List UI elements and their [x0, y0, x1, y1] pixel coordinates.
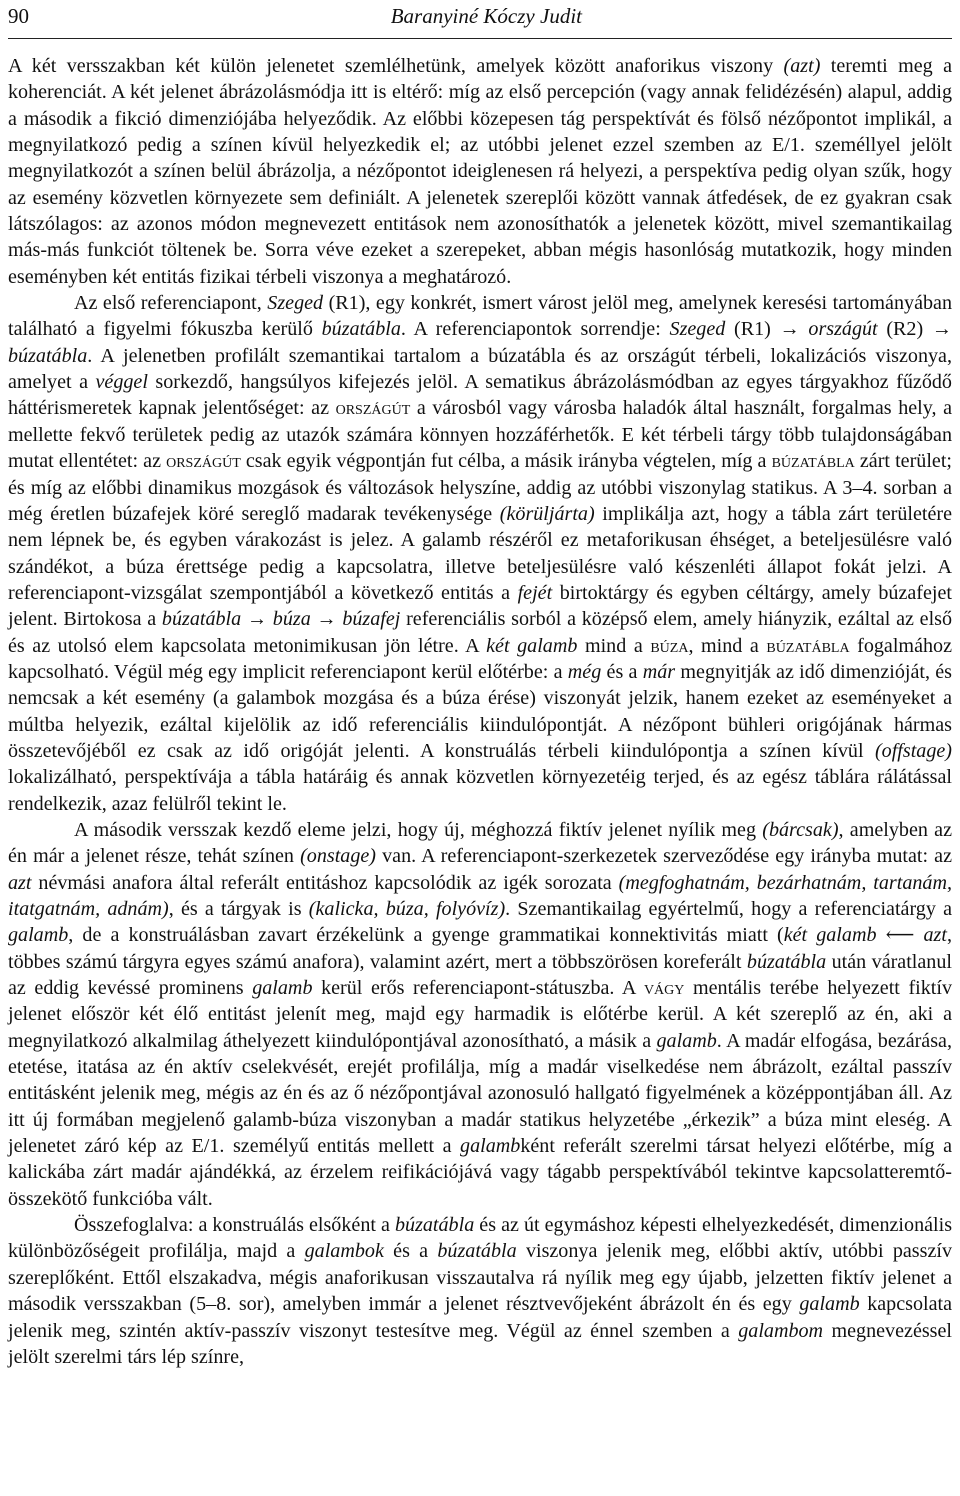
text-run: ként referált szerelmi társat helyezi előtérbe, míg a kalickába zárt madár ajándékká, az érzelem reifikációjává vagy tágabb perspektívából tekintve kapcsolatteremtő-összekötő funkcióba vált. [8, 1135, 952, 1210]
text-run: sorkezdő, hangsúlyos kifejezés jelöl. A sematikus ábrázolásmódban az egyes tárgyakhoz fűződő háttérismeretek kapnak jelentőséget: az [8, 371, 952, 420]
italic-text: még [567, 660, 602, 683]
italic-text: két galamb [783, 924, 877, 947]
italic-text: búzatábla [394, 1214, 475, 1237]
italic-text: (onstage) [300, 845, 376, 868]
italic-text: galamb [460, 1135, 521, 1158]
text-run: kapcsolata jelenik meg, szintén aktív-passzív viszonyt testesítve meg. Végül az énnel szemben a [8, 1293, 952, 1342]
italic-text: Szeged [267, 292, 324, 315]
text-run: a városból vagy városba haladók által használt, forgalmas hely, a mellette fekvő területek pedig az utazók számára könnyen hozzáférhetők. E két térbeli tárgy több tulajdonságában mutat ellentétet: az [8, 397, 953, 473]
italic-text: galamb [252, 977, 313, 1000]
text-run: lokalizálható, perspektívája a tábla határáig és annak közvetlen környezetéig terjed, és az egész táblára rálátással rendelkezik, azaz felülről tekint le. [8, 766, 952, 815]
italic-text: búzatábla [437, 1240, 517, 1263]
page-number: 90 [8, 4, 29, 28]
text-run: fogalmához kapcsolható. Végül még egy implicit referenciapont kerül előtérbe: a [8, 634, 952, 683]
italic-text: búzatábla [746, 950, 827, 973]
italic-text: (offstage) [874, 739, 952, 762]
italic-text: azt [8, 871, 32, 894]
running-head [8, 0, 952, 39]
text-run: és a [601, 660, 643, 683]
italic-text: galambom [738, 1319, 824, 1342]
italic-text: országút [808, 318, 878, 341]
running-head-author: Baranyiné Kóczy Judit [390, 4, 582, 28]
text-run: → [241, 608, 273, 631]
text-run: A második versszak kezdő eleme jelzi, hogy új, méghozzá fiktív jelenet nyílik meg [74, 818, 763, 841]
text-run: . A madár elfogása, bezárása, etetése, itatása az én aktív cselekvését, erejét profilálja, míg a madár viselkedése nem ábrázolt, ezáltal passzív entitásként jelenik meg, mégis az én és az ő nézőpontjával azonosuló hallgató figyelmének a középpontjában áll. Az itt új formában megjelenő galamb-búza viszonyban a madár statikus helyzetébe „érkezik” a búza mint eleség. A jelenetet záró kép az E/1. személyű entitás mellett a [8, 1029, 952, 1158]
italic-text: fejét [517, 581, 553, 604]
text-run: , de a konstruálásban zavart érzékelünk a gyenge grammatikai konnektivitás miatt ( [68, 924, 784, 947]
italic-text: galamb [799, 1293, 860, 1316]
paragraph [8, 817, 952, 1212]
italic-text: azt [923, 924, 947, 947]
text-run: , többes számú tárgyra egyes számú anafora), valamint azért, mert a többszörösen koreferált [8, 924, 952, 973]
text-run: A két versszakban két külön jelenetet szemlélhetünk, amelyek között anaforikus viszony [8, 55, 784, 77]
text-run: . A referenciapontok sorrendje: [400, 318, 670, 341]
text-run: mentális terébe helyezett fiktív jelenet először két élő entitást jelenít meg, majd egy harmadik is előtérbe kerül. A két szereplő az én, aki a megnyilatkozó alkalmilag áthelyezett kiindulópontjával azonosítható, a másik a [8, 977, 952, 1052]
italic-text: véggel [95, 371, 148, 394]
italic-text: Szeged [669, 318, 726, 341]
text-run: teremti meg a koherenciát. A két jelenet ábrázolásmódja itt is eltérő: míg az első percepción (vagy annak felidézésén) alapul, addig a második a fikció dimenziójába helyeződik. Az előbbi közepesen tág perspektívát és fölső nézőpontot implikál, a megnyilatkozó pedig a színen kívül helyezkedik el; az utóbbi jelenet ezzel szemben az E/1. személlyel jelölt megnyilatkozót a színen belül ábrázolja, a nézőpontot ideiglenesen rá helyezi, a perspektíva pedig olyan szűk, hogy az esemény közvetlen környezete sem definiált. A jelenetek szereplői között vannak átfedések, de ez gyakran csak látszólagos: az azonos módon megnevezett entitások nem azonosíthatók a jelenetek között, mivel szemantikailag más-más funkciót töltenek be. Sorra véve ezeket a szerepeket, abban mégis hasonlóság mutatkozik, hogy minden eseményben két entitás fizikai térbeli viszonya a meghatározó. [8, 55, 952, 288]
text-run: és az út egymáshoz képesti elhelyezkedését, dimenzionális különbözőségeit profilálja, majd a [8, 1214, 953, 1263]
text-run: (R1) → [725, 318, 809, 341]
small-caps-term: vágy [643, 977, 685, 1000]
text-run: után váratlanul az eddig kevéssé prominens [8, 950, 952, 1000]
text-run: ⟵ [876, 924, 924, 947]
text-run: → [310, 608, 343, 631]
text-run: mind a [577, 634, 651, 657]
text-run: viszonya jelenik meg, előbbi aktív, utóbbi passzív szereplőként. Ettől elszakadva, mégis anaforikusan visszautalva rá nyílik meg egy újabb, jelzetten fiktív jelenet a második versszakban (5–8. sor), amelyben immár a jelenet résztvevőjeként ábrázolt én és egy [8, 1240, 952, 1316]
italic-text: (körüljárta) [499, 502, 595, 525]
italic-text: galamb [8, 924, 69, 947]
italic-text: búzatábla [161, 608, 242, 631]
text-run: csak egyik végpontján fut célba, a másik irányba végtelen, míg a [240, 450, 772, 473]
text-run: és a [383, 1240, 438, 1263]
text-run: Az első referenciapont, [74, 292, 268, 315]
text-run: (R1), egy konkrét, ismert várost jelöl meg, amelynek keresési tartományában található a figyelmi fókuszba kerülő [8, 292, 953, 341]
text-run: kerül erős referenciapont-státuszba. A [312, 977, 644, 1000]
text-run: zárt terület; és míg az előbbi dinamikus mozgások és változások helyszíne, addig az utóbbi viszonylag statikus. A 3–4. sorban a még éretlen búzafejek köré sereglő madarak tevékenysége [8, 450, 952, 525]
paragraph [8, 53, 952, 290]
italic-text: búzatábla [8, 344, 88, 367]
text-run: névmási anafora által referált entitáshoz kapcsolódik az igék sorozata [31, 871, 619, 894]
italic-text: búzatábla [321, 318, 401, 341]
text-run: implikálja azt, hogy a tábla zárt területére nem lépnek be, és egyben várakozást is jelez. A galamb részéről ez metaforikusan éhséget, a beteljesülésre való szándékot, a búza érettsége pedig a kapcsolatra, illetve beteljesülésre való készenléti állapot fokát jelzi. A referenciapont-vizsgálat szempontjából a következő entitás a [8, 502, 953, 604]
text-run: , mind a [688, 634, 767, 657]
italic-text: (megfoghatnám, bezárhatnám, tartanám, itatgatnám, adnám) [8, 871, 953, 920]
small-caps-term: búza [650, 634, 689, 657]
text-run: , és a tárgyak is [168, 898, 309, 920]
small-caps-term: búzatábla [766, 634, 850, 657]
italic-text: búza [272, 608, 311, 631]
text-run: van. A referenciapont-szerkezetek szerveződése egy irányba mutat: az [376, 845, 953, 868]
small-caps-term: országút [166, 450, 241, 473]
small-caps-term: búzatábla [771, 450, 855, 473]
paragraph [8, 1212, 952, 1370]
text-run: megnyitják az idő dimenzióját, és nemcsak a két esemény (a galambok mozgása és a búza érése) viszonyát jelzik, hanem ezeket az eseményeket a múltba helyezik, ezáltal kijelölik az idő referenciális kiindulópontját. A nézőpont bühleri origójának hármas összetevőjéből ez csak az idő origóját jelenti. A konstruálás térbeli kiindulópontja a színen kívül [8, 660, 952, 762]
paragraph [8, 290, 952, 817]
italic-text: két galamb [486, 634, 578, 657]
text-run: , amelyben az én már a jelenet része, tehát színen [8, 818, 952, 868]
body-text [8, 53, 952, 1370]
text-run: referenciális sorból a középső elem, amely hiányzik, ezáltal az első és az utolsó elem kapcsolata metonimikusan jön létre. A [8, 608, 953, 657]
small-caps-term: országút [335, 397, 411, 420]
italic-text: búzafej [342, 608, 401, 631]
text-run: birtoktárgy és egyben céltárgy, amely búzafejet jelent. Birtokosa a [8, 581, 952, 631]
italic-text: (kalicka, búza, folyóvíz) [308, 898, 506, 920]
text-run: megnevezéssel jelölt szerelmi társ lép színre, [8, 1319, 952, 1368]
italic-text: galamb [656, 1029, 717, 1052]
italic-text: (bárcsak) [762, 818, 839, 841]
text-run: . A jelenetben profilált szemantikai tartalom a búzatábla és az országút térbeli, lokalizációs viszonya, amelyet a [8, 344, 952, 394]
italic-text: galambok [304, 1240, 384, 1263]
text-run: (R2) → [877, 318, 952, 341]
text-run: . Szemantikailag egyértelmű, hogy a referenciatárgy a [505, 898, 953, 920]
italic-text: (azt) [783, 55, 821, 77]
italic-text: már [642, 660, 676, 683]
text-run: Összefoglalva: a konstruálás elsőként a [74, 1214, 395, 1237]
